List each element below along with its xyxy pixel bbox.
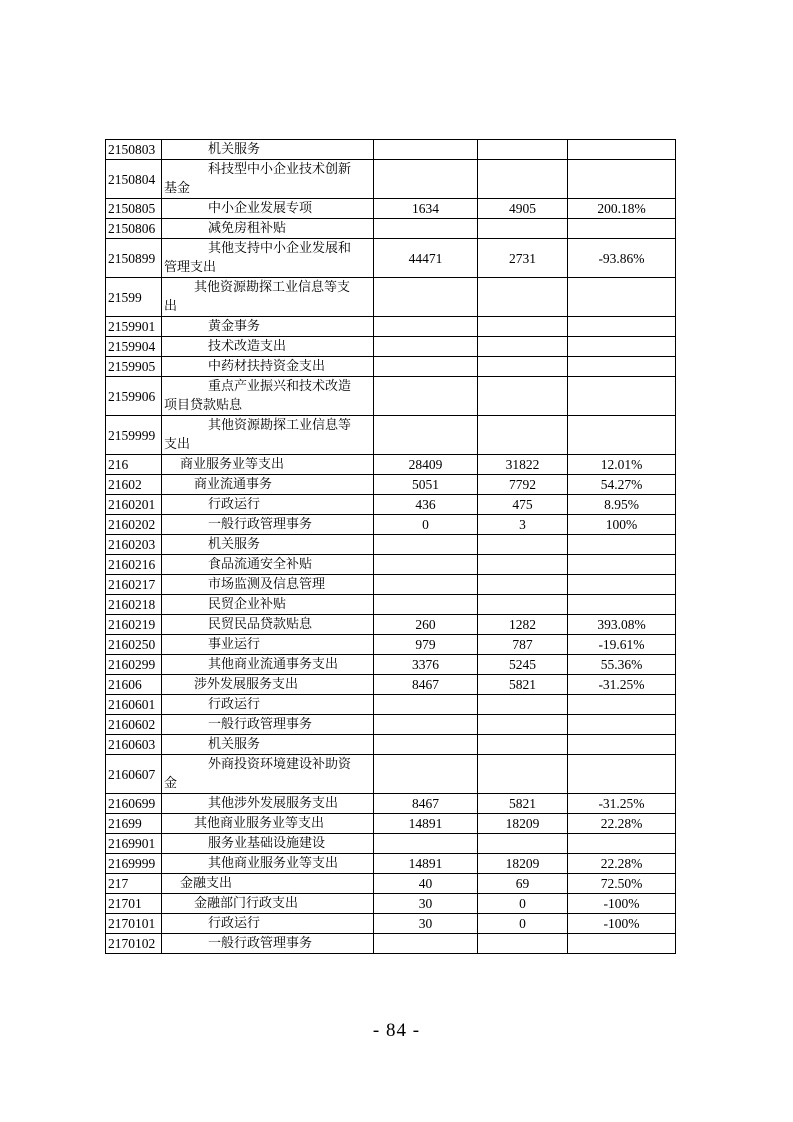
cell-value-2 — [478, 317, 568, 337]
cell-value-1 — [374, 535, 478, 555]
cell-value-2 — [478, 575, 568, 595]
cell-value-2 — [478, 278, 568, 317]
cell-value-2: 5245 — [478, 655, 568, 675]
cell-code: 2150804 — [106, 160, 162, 199]
table-row — [106, 495, 676, 515]
cell-value-1: 44471 — [374, 239, 478, 278]
cell-name-line1: 食品流通安全补贴 — [208, 557, 313, 572]
cell-value-2: 475 — [478, 495, 568, 515]
cell-name — [162, 595, 374, 615]
cell-value-2 — [478, 555, 568, 575]
cell-name — [162, 199, 374, 219]
cell-code: 21701 — [106, 894, 162, 914]
table-row — [106, 199, 676, 219]
cell-name — [162, 377, 374, 416]
cell-value-1 — [374, 555, 478, 575]
cell-percent — [568, 337, 676, 357]
cell-percent: 72.50% — [568, 874, 676, 894]
cell-name — [162, 894, 374, 914]
cell-name-line1: 金融支出 — [180, 876, 233, 891]
cell-code: 2159901 — [106, 317, 162, 337]
cell-value-1: 436 — [374, 495, 478, 515]
cell-percent — [568, 377, 676, 416]
table-row — [106, 239, 676, 278]
table-row — [106, 219, 676, 239]
cell-name — [162, 475, 374, 495]
cell-code: 2160250 — [106, 635, 162, 655]
cell-name-line2: 出 — [164, 299, 178, 314]
table-row — [106, 914, 676, 934]
cell-percent: -31.25% — [568, 794, 676, 814]
table-row — [106, 515, 676, 535]
cell-value-2: 787 — [478, 635, 568, 655]
cell-value-2: 5821 — [478, 675, 568, 695]
table-row — [106, 140, 676, 160]
cell-code: 2160203 — [106, 535, 162, 555]
cell-name — [162, 715, 374, 735]
cell-percent — [568, 555, 676, 575]
cell-value-1: 8467 — [374, 675, 478, 695]
cell-code: 217 — [106, 874, 162, 894]
cell-code: 2160607 — [106, 755, 162, 794]
cell-percent: 22.28% — [568, 814, 676, 834]
cell-name-line1: 其他涉外发展服务支出 — [208, 796, 339, 811]
cell-code: 2150806 — [106, 219, 162, 239]
cell-value-1: 40 — [374, 874, 478, 894]
cell-percent: -19.61% — [568, 635, 676, 655]
table-row — [106, 655, 676, 675]
cell-value-1 — [374, 278, 478, 317]
table-row — [106, 794, 676, 814]
cell-code: 2160218 — [106, 595, 162, 615]
table-row — [106, 416, 676, 455]
cell-code: 21606 — [106, 675, 162, 695]
cell-percent — [568, 416, 676, 455]
cell-percent: 100% — [568, 515, 676, 535]
table-body — [106, 140, 676, 954]
cell-value-1: 0 — [374, 515, 478, 535]
cell-code: 2160601 — [106, 695, 162, 715]
cell-name-line1: 机关服务 — [208, 142, 261, 157]
cell-name-line1: 市场监测及信息管理 — [208, 577, 326, 592]
cell-name — [162, 675, 374, 695]
cell-name-line1: 商业服务业等支出 — [180, 457, 285, 472]
cell-percent — [568, 535, 676, 555]
cell-name — [162, 635, 374, 655]
cell-percent — [568, 317, 676, 337]
table-row — [106, 555, 676, 575]
cell-value-1 — [374, 160, 478, 199]
cell-name — [162, 814, 374, 834]
cell-code: 2150899 — [106, 239, 162, 278]
cell-value-2 — [478, 595, 568, 615]
table-row — [106, 575, 676, 595]
cell-percent: 22.28% — [568, 854, 676, 874]
cell-value-2: 4905 — [478, 199, 568, 219]
cell-name-line1: 中小企业发展专项 — [208, 201, 313, 216]
cell-value-2 — [478, 934, 568, 954]
cell-value-1: 3376 — [374, 655, 478, 675]
cell-name — [162, 337, 374, 357]
cell-name-line1: 重点产业振兴和技术改造 — [208, 379, 352, 394]
table-row — [106, 278, 676, 317]
table-row — [106, 814, 676, 834]
cell-code: 21602 — [106, 475, 162, 495]
cell-percent — [568, 715, 676, 735]
cell-name-line1: 行政运行 — [208, 697, 261, 712]
cell-value-1: 14891 — [374, 854, 478, 874]
cell-name — [162, 535, 374, 555]
cell-percent — [568, 140, 676, 160]
cell-code: 2160299 — [106, 655, 162, 675]
cell-name-line2: 项目贷款贴息 — [164, 398, 243, 413]
table-row — [106, 535, 676, 555]
cell-value-2 — [478, 140, 568, 160]
cell-value-1 — [374, 377, 478, 416]
table-row — [106, 160, 676, 199]
cell-value-2 — [478, 755, 568, 794]
table-row — [106, 715, 676, 735]
cell-code: 2160202 — [106, 515, 162, 535]
cell-percent: -31.25% — [568, 675, 676, 695]
cell-name — [162, 239, 374, 278]
cell-name-line1: 涉外发展服务支出 — [194, 677, 299, 692]
cell-value-2: 0 — [478, 894, 568, 914]
cell-name — [162, 575, 374, 595]
cell-value-1: 14891 — [374, 814, 478, 834]
cell-percent — [568, 575, 676, 595]
cell-percent: 200.18% — [568, 199, 676, 219]
cell-value-2 — [478, 219, 568, 239]
cell-name — [162, 515, 374, 535]
cell-value-1: 1634 — [374, 199, 478, 219]
cell-name — [162, 555, 374, 575]
table-row — [106, 337, 676, 357]
cell-value-1: 5051 — [374, 475, 478, 495]
cell-value-1: 979 — [374, 635, 478, 655]
cell-percent: 393.08% — [568, 615, 676, 635]
table-row — [106, 357, 676, 377]
table-row — [106, 595, 676, 615]
cell-name-line2: 金 — [164, 776, 178, 791]
cell-name-line1: 机关服务 — [208, 537, 261, 552]
table-row — [106, 874, 676, 894]
table-row — [106, 635, 676, 655]
cell-name — [162, 160, 374, 199]
cell-code: 2160219 — [106, 615, 162, 635]
cell-value-2 — [478, 735, 568, 755]
cell-name-line1: 金融部门行政支出 — [194, 896, 299, 911]
cell-name-line1: 其他支持中小企业发展和 — [208, 241, 352, 256]
cell-name-line1: 其他商业流通事务支出 — [208, 657, 339, 672]
cell-name-line1: 其他商业服务业等支出 — [194, 816, 325, 831]
cell-name-line1: 服务业基础设施建设 — [208, 836, 326, 851]
cell-name — [162, 755, 374, 794]
cell-name-line1: 技术改造支出 — [208, 339, 287, 354]
cell-value-2: 1282 — [478, 615, 568, 635]
cell-name — [162, 735, 374, 755]
cell-value-2: 69 — [478, 874, 568, 894]
cell-name-line1: 民贸民品贷款贴息 — [208, 617, 313, 632]
cell-name-line1: 民贸企业补贴 — [208, 597, 287, 612]
cell-value-2 — [478, 357, 568, 377]
cell-value-1 — [374, 755, 478, 794]
table-row — [106, 455, 676, 475]
cell-name — [162, 455, 374, 475]
cell-name — [162, 219, 374, 239]
cell-value-2: 18209 — [478, 854, 568, 874]
cell-name — [162, 278, 374, 317]
cell-name — [162, 934, 374, 954]
cell-name — [162, 495, 374, 515]
cell-code: 2170102 — [106, 934, 162, 954]
cell-name-line2: 基金 — [164, 181, 191, 196]
cell-value-2: 5821 — [478, 794, 568, 814]
cell-percent — [568, 695, 676, 715]
cell-value-2 — [478, 416, 568, 455]
cell-name-line1: 一般行政管理事务 — [208, 936, 313, 951]
cell-value-1 — [374, 317, 478, 337]
cell-name-line1: 行政运行 — [208, 916, 261, 931]
cell-name-line1: 其他资源勘探工业信息等支 — [194, 280, 351, 295]
cell-value-1: 260 — [374, 615, 478, 635]
cell-percent — [568, 278, 676, 317]
cell-code: 2159999 — [106, 416, 162, 455]
cell-percent — [568, 595, 676, 615]
cell-percent — [568, 755, 676, 794]
cell-value-1 — [374, 595, 478, 615]
cell-percent: -100% — [568, 894, 676, 914]
cell-percent: -93.86% — [568, 239, 676, 278]
table-row — [106, 894, 676, 914]
cell-percent — [568, 834, 676, 854]
cell-value-2: 2731 — [478, 239, 568, 278]
table-row — [106, 317, 676, 337]
cell-name-line1: 一般行政管理事务 — [208, 717, 313, 732]
cell-value-1 — [374, 416, 478, 455]
table-row — [106, 735, 676, 755]
cell-value-2: 18209 — [478, 814, 568, 834]
cell-code: 21699 — [106, 814, 162, 834]
cell-name-line1: 一般行政管理事务 — [208, 517, 313, 532]
cell-percent — [568, 160, 676, 199]
cell-name — [162, 854, 374, 874]
cell-name — [162, 834, 374, 854]
cell-name — [162, 874, 374, 894]
cell-percent — [568, 934, 676, 954]
cell-name-line1: 减免房租补贴 — [208, 221, 287, 236]
cell-value-1 — [374, 140, 478, 160]
budget-table — [105, 139, 676, 954]
cell-value-1 — [374, 337, 478, 357]
cell-value-1 — [374, 357, 478, 377]
cell-value-1: 28409 — [374, 455, 478, 475]
cell-name — [162, 140, 374, 160]
cell-name-line2: 管理支出 — [164, 260, 217, 275]
cell-value-1 — [374, 575, 478, 595]
cell-code: 2159905 — [106, 357, 162, 377]
cell-percent: 55.36% — [568, 655, 676, 675]
cell-value-2: 31822 — [478, 455, 568, 475]
cell-name — [162, 655, 374, 675]
cell-name — [162, 357, 374, 377]
cell-value-2 — [478, 535, 568, 555]
cell-value-1: 30 — [374, 914, 478, 934]
cell-percent: -100% — [568, 914, 676, 934]
cell-percent: 54.27% — [568, 475, 676, 495]
cell-code: 21599 — [106, 278, 162, 317]
table-row — [106, 475, 676, 495]
cell-value-1 — [374, 934, 478, 954]
cell-name-line1: 外商投资环境建设补助资 — [208, 757, 352, 772]
cell-name-line1: 商业流通事务 — [194, 477, 273, 492]
cell-value-2 — [478, 160, 568, 199]
cell-value-2 — [478, 834, 568, 854]
cell-code: 2160217 — [106, 575, 162, 595]
cell-name-line1: 事业运行 — [208, 637, 261, 652]
cell-value-2: 7792 — [478, 475, 568, 495]
cell-value-2: 0 — [478, 914, 568, 934]
cell-code: 2150805 — [106, 199, 162, 219]
cell-value-1 — [374, 834, 478, 854]
table-row — [106, 934, 676, 954]
cell-value-1 — [374, 735, 478, 755]
cell-value-2 — [478, 715, 568, 735]
cell-percent: 12.01% — [568, 455, 676, 475]
cell-name — [162, 317, 374, 337]
cell-code: 2160216 — [106, 555, 162, 575]
cell-percent — [568, 357, 676, 377]
cell-name — [162, 914, 374, 934]
cell-percent — [568, 735, 676, 755]
cell-value-2: 3 — [478, 515, 568, 535]
cell-code: 2169901 — [106, 834, 162, 854]
cell-percent: 8.95% — [568, 495, 676, 515]
table-row — [106, 675, 676, 695]
cell-value-1: 30 — [374, 894, 478, 914]
table-row — [106, 615, 676, 635]
cell-code: 2159906 — [106, 377, 162, 416]
cell-name-line1: 其他商业服务业等支出 — [208, 856, 339, 871]
cell-code: 2159904 — [106, 337, 162, 357]
table-row — [106, 834, 676, 854]
cell-value-2 — [478, 337, 568, 357]
cell-value-1 — [374, 715, 478, 735]
cell-name-line1: 中药材扶持资金支出 — [208, 359, 326, 374]
cell-name — [162, 416, 374, 455]
table-row — [106, 695, 676, 715]
cell-code: 2150803 — [106, 140, 162, 160]
cell-name-line1: 机关服务 — [208, 737, 261, 752]
cell-name-line1: 科技型中小企业技术创新 — [208, 162, 352, 177]
cell-name — [162, 794, 374, 814]
table-row — [106, 854, 676, 874]
cell-code: 2170101 — [106, 914, 162, 934]
cell-code: 2160602 — [106, 715, 162, 735]
table-row — [106, 755, 676, 794]
cell-code: 2160603 — [106, 735, 162, 755]
cell-code: 2160699 — [106, 794, 162, 814]
cell-name — [162, 615, 374, 635]
table-row — [106, 377, 676, 416]
cell-value-1 — [374, 695, 478, 715]
cell-value-2 — [478, 377, 568, 416]
cell-code: 2169999 — [106, 854, 162, 874]
cell-percent — [568, 219, 676, 239]
cell-value-1: 8467 — [374, 794, 478, 814]
page-number: - 84 - — [372, 1020, 421, 1041]
cell-code: 216 — [106, 455, 162, 475]
cell-name-line1: 行政运行 — [208, 497, 261, 512]
cell-value-2 — [478, 695, 568, 715]
cell-name-line1: 黄金事务 — [208, 319, 261, 334]
cell-name-line2: 支出 — [164, 437, 191, 452]
cell-value-1 — [374, 219, 478, 239]
cell-code: 2160201 — [106, 495, 162, 515]
cell-name — [162, 695, 374, 715]
cell-name-line1: 其他资源勘探工业信息等 — [208, 418, 352, 433]
